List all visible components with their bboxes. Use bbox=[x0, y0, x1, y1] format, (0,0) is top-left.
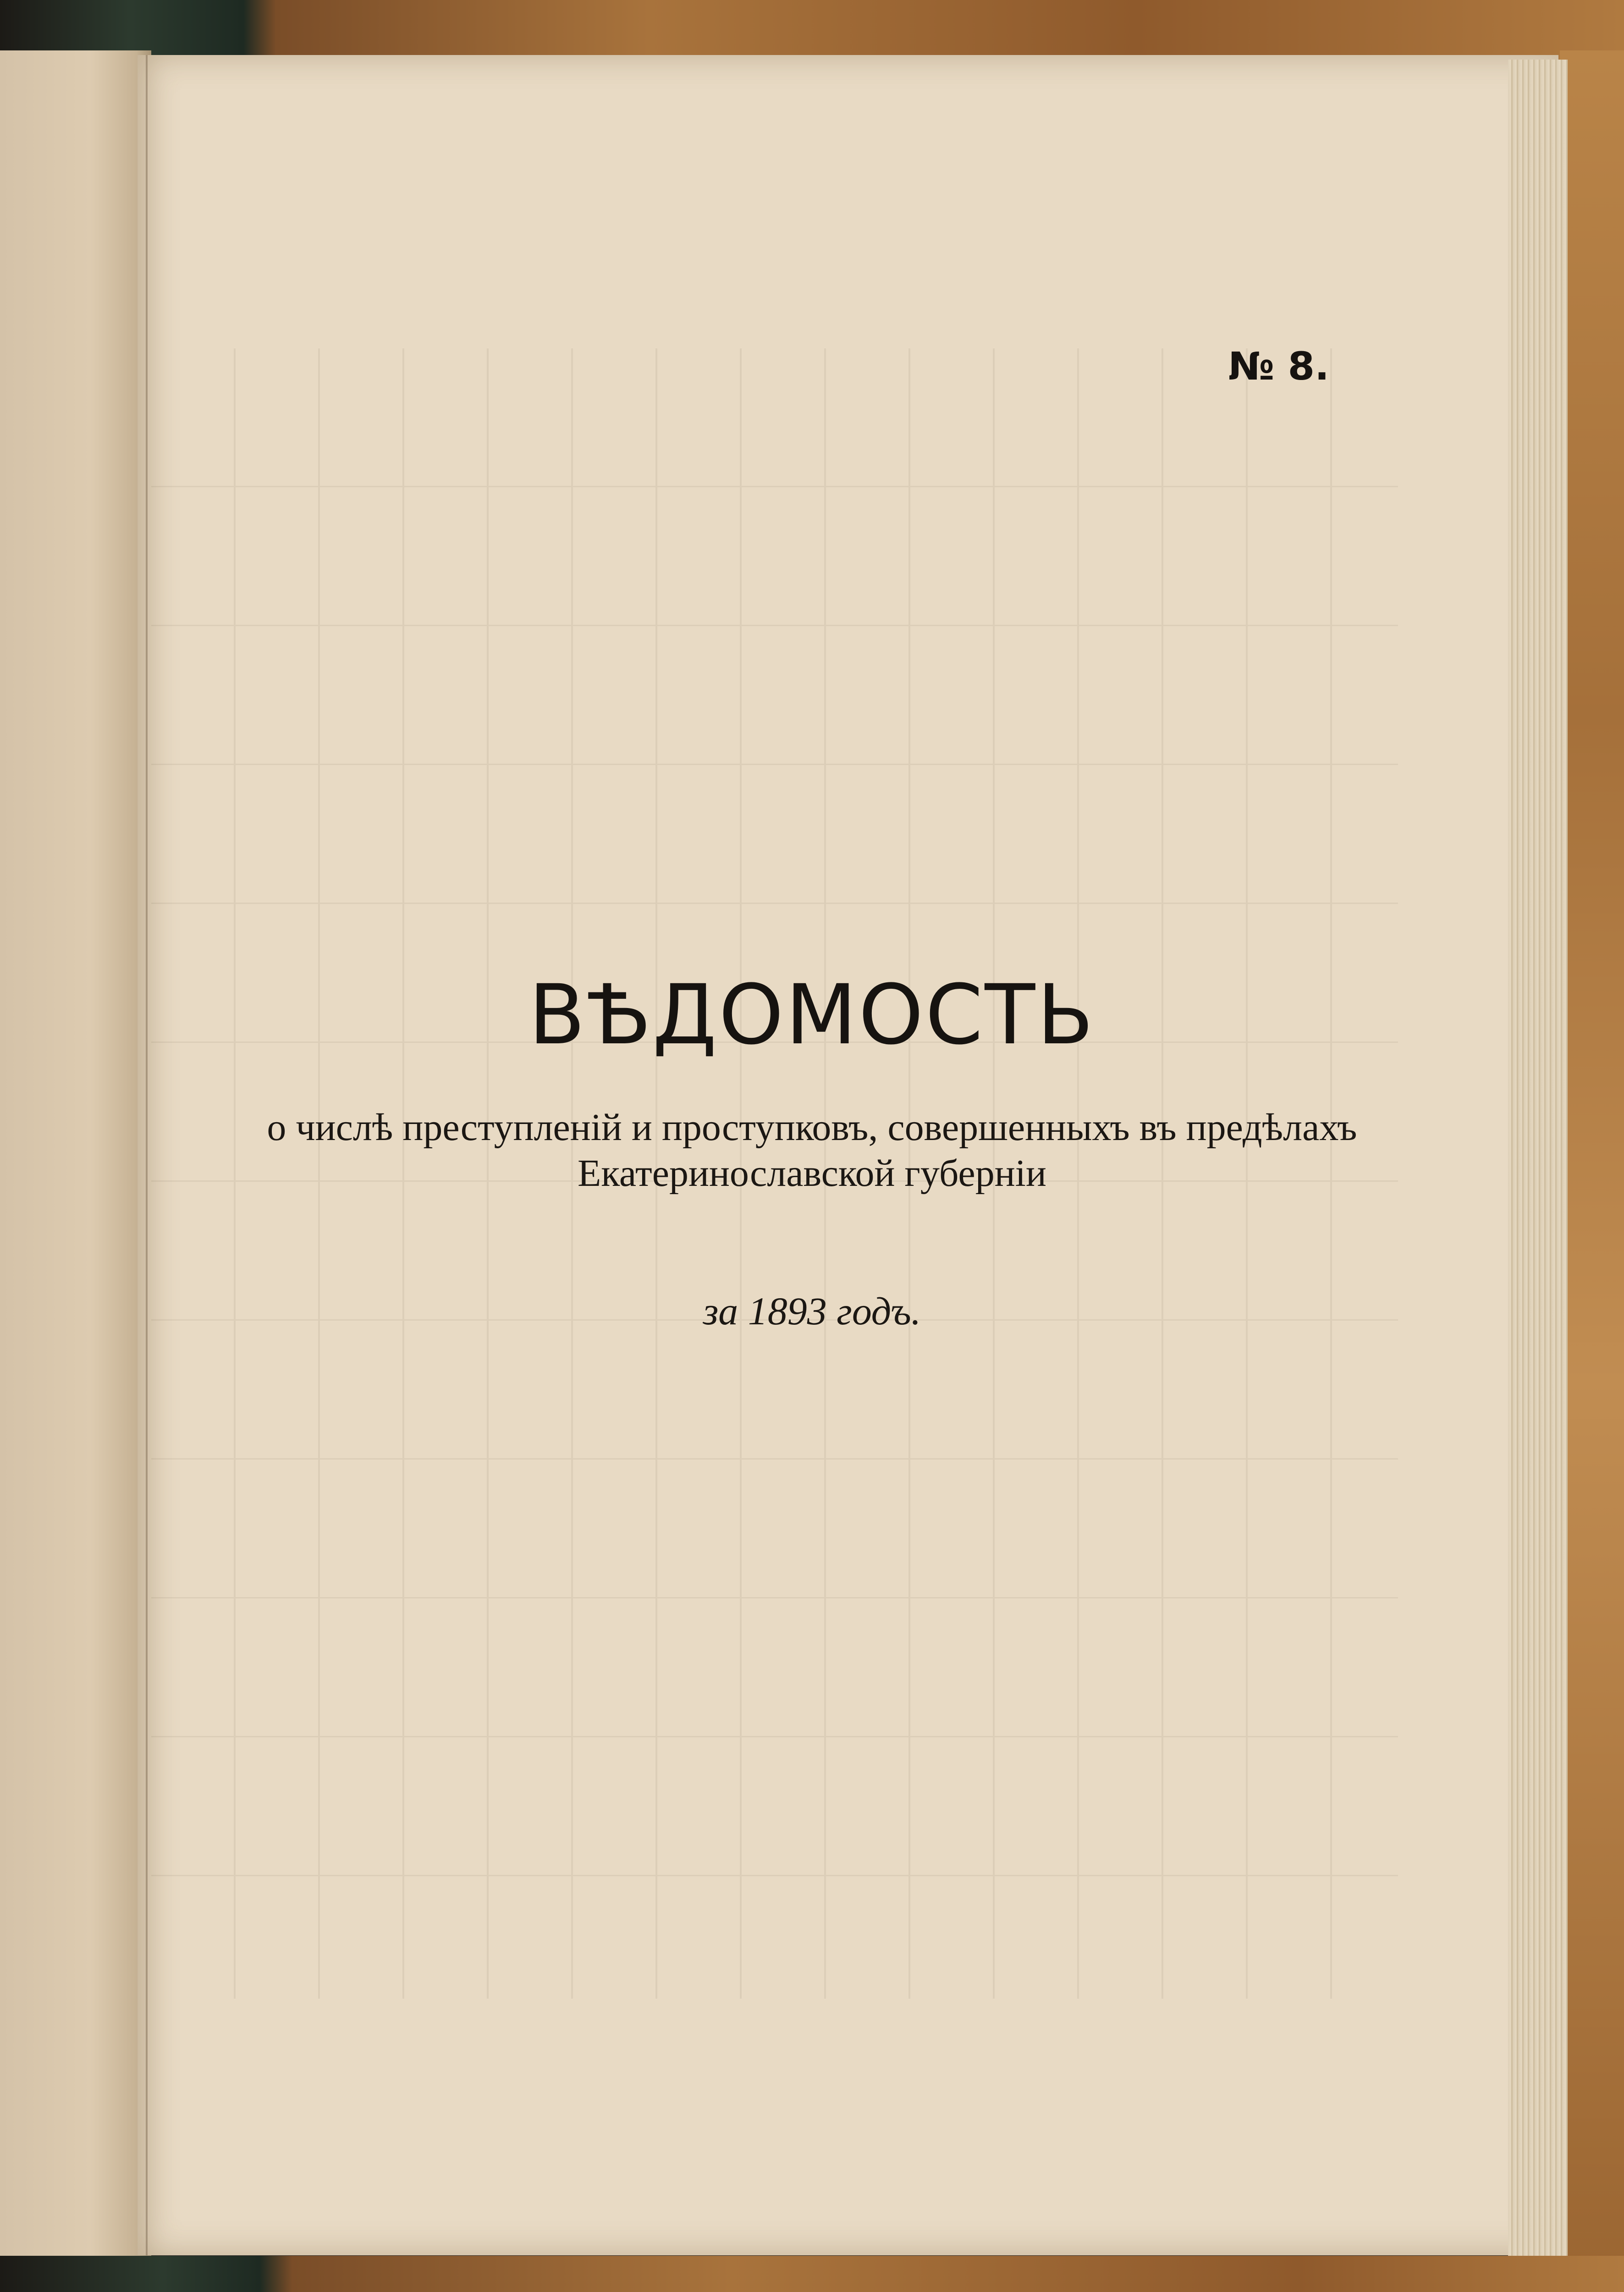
subtitle-line-2: Екатеринославской губерніи bbox=[578, 1152, 1046, 1195]
document-year: за 1893 годъ. bbox=[703, 1289, 921, 1333]
document-title: ВѢДОМОСТЬ bbox=[528, 967, 1096, 1063]
book-cover-bottom bbox=[0, 2256, 1624, 2292]
document-subtitle bbox=[0, 1105, 1624, 1196]
document-number: № 8. bbox=[1228, 344, 1329, 389]
subtitle-line-1: о числѣ преступленій и проступковъ, совершенныхъ въ предѣлахъ bbox=[267, 1106, 1357, 1149]
